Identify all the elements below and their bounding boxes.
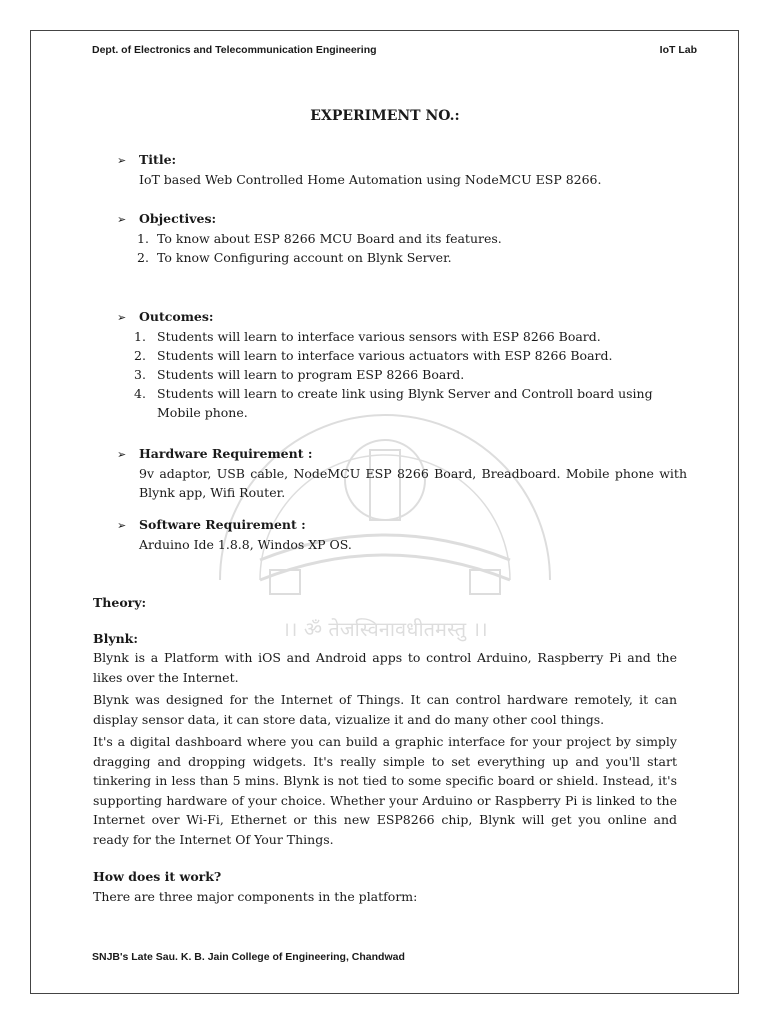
blynk-heading: Blynk: (93, 630, 138, 646)
list-item: 1. To know about ESP 8266 MCU Board and its features. (137, 231, 502, 246)
bullet-arrow-icon: ➢ (117, 154, 127, 167)
bullet-arrow-icon: ➢ (117, 519, 127, 532)
watermark-motto: ।। ॐ तेजस्विनावधीतमस्तु ।। (282, 617, 488, 641)
objectives-list (117, 229, 687, 267)
theory-section (93, 593, 677, 906)
bullet-arrow-icon: ➢ (117, 311, 127, 324)
footer-college: SNJB's Late Sau. K. B. Jain College of Engineering, Chandwad (92, 951, 405, 963)
software-text: Arduino Ide 1.8.8, Windos XP OS. (139, 537, 352, 552)
hardware-text: 9v adaptor, USB cable, NodeMCU ESP 8266 Board, Breadboard. Mobile phone with Blynk app, Wifi Router. (139, 466, 687, 500)
software-section (117, 515, 687, 554)
paragraph: Blynk is a Platform with iOS and Android apps to control Arduino, Raspberry Pi and the likes over the Internet. (93, 650, 677, 685)
bullet-arrow-icon: ➢ (117, 213, 127, 226)
outcomes-heading: Outcomes: (139, 309, 214, 324)
hardware-heading: Hardware Requirement : (139, 446, 313, 461)
theory-heading: Theory: (93, 595, 147, 610)
objectives-heading: Objectives: (139, 211, 217, 226)
how-heading: How does it work? (93, 869, 222, 884)
hardware-section (117, 444, 687, 502)
outcomes-section (117, 307, 687, 422)
objectives-section (117, 209, 687, 267)
list-item: 3. Students will learn to program ESP 8266 Board. (134, 367, 465, 382)
list-item: 2. Students will learn to interface various actuators with ESP 8266 Board. (134, 348, 613, 363)
outcomes-list (117, 327, 687, 422)
list-item: 2. To know Configuring account on Blynk Server. (137, 250, 452, 265)
title-heading: Title: (139, 152, 177, 167)
experiment-title: EXPERIMENT NO.: (310, 108, 460, 124)
list-item: 1. Students will learn to interface various sensors with ESP 8266 Board. (134, 329, 601, 344)
bullet-arrow-icon: ➢ (117, 448, 127, 461)
paragraph: It's a digital dashboard where you can build a graphic interface for your project by simply dragging and dropping widgets. It's really simple to set everything up and you'll start tinkering in less than 5 mins. Blynk is not tied to some specific board or shield. Instead, it's supporting hardware of your choice. Whether your Arduino or Raspberry Pi is linked to the Internet over Wi-Fi, Ethernet or this new ESP8266 chip, Blynk will get you online and ready for the Internet Of Your Things. (93, 734, 677, 847)
how-text: There are three major components in the platform: (93, 888, 418, 904)
header-lab: IoT Lab (659, 44, 697, 56)
list-item: 4. Students will learn to create link using Blynk Server and Controll board using Mobile phone. (134, 386, 653, 420)
title-section (117, 150, 687, 189)
software-heading: Software Requirement : (139, 517, 306, 532)
header-department: Dept. of Electronics and Telecommunication Engineering (92, 44, 377, 56)
title-text: IoT based Web Controlled Home Automation using NodeMCU ESP 8266. (139, 172, 602, 187)
paragraph: Blynk was designed for the Internet of Things. It can control hardware remotely, it can display sensor data, it can store data, vizualize it and do many other cool things. (93, 692, 677, 727)
